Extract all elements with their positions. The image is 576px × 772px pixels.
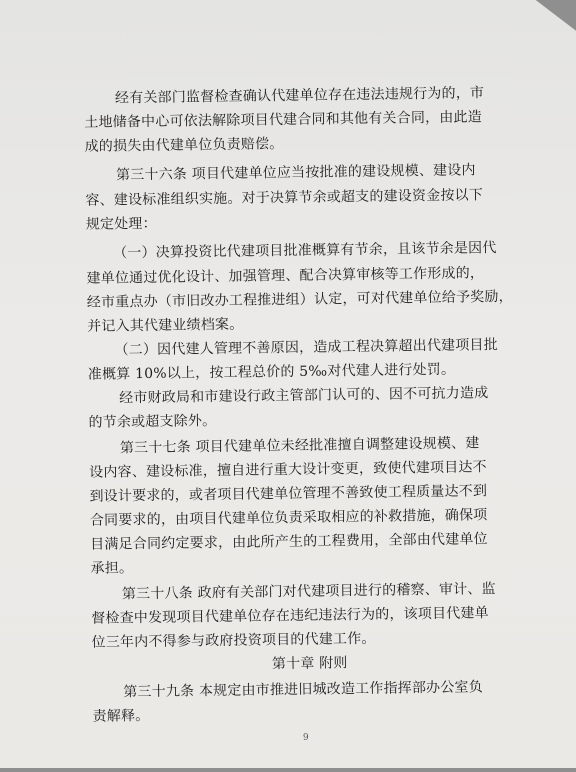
- chapter-10-title: 第十章 附则: [271, 655, 348, 673]
- text-line-8: 建单位通过优化设计、加强管理、配合决算审核等工作形成的，: [86, 265, 485, 287]
- article-36-heading-line: 第三十六条 项目代建单位应当按批准的建设规模、建设内: [115, 162, 476, 184]
- article-38-heading-line: 第三十八条 政府有关部门对代建项目进行的稽察、审计、监: [121, 581, 496, 603]
- text-line-3: 成的损失由代建单位负责赔偿。: [84, 136, 284, 155]
- text-line-9: 经市重点办（市旧改办工程推进组）认定，可对代建单位给予奖励，: [86, 288, 513, 311]
- text-line-12: 准概算 10%以上，按工程总价的 5‰对代建人进行处罚。: [87, 361, 456, 383]
- clause-2-line: （二）因代建人管理不善原因，造成工程决算超出代建项目批: [114, 337, 498, 359]
- page-number: 9: [302, 732, 309, 743]
- text-line-23: 位三年内不得参与政府投资项目的代建工作。: [91, 630, 376, 651]
- text-line-14: 的节余或超支除外。: [88, 413, 217, 431]
- text-line-19: 目满足合同约定要求，由此所产生的工程费用，全部由代建单位: [90, 531, 488, 553]
- text-line-22: 督检查中发现项目代建单位存在违纪违法行为的，该项目代建单: [91, 605, 489, 627]
- text-line-26: 责解释。: [92, 707, 150, 725]
- article-39-heading-line: 第三十九条 本规定由市推进旧城改造工作指挥部办公室负: [123, 679, 484, 701]
- text-line-2: 土地储备中心可依法解除项目代建合同和其他有关合同，由此造: [84, 109, 483, 131]
- text-line-6: 规定处理：: [85, 215, 157, 233]
- text-line-20: 承担。: [90, 560, 134, 577]
- text-line-10: 并记入其代建业绩档案。: [87, 316, 244, 335]
- text-line-5: 容、建设标准组织实施。对于决算节余或超支的建设资金按以下: [85, 187, 484, 209]
- text-line-17: 到设计要求的，或者项目代建单位管理不善致使工程质量达不到: [89, 483, 488, 505]
- text-line-18: 合同要求的，由项目代建单位负责采取相应的补救措施，确保项: [89, 507, 488, 529]
- clause-1-line: （一）决算投资比代建项目批准概算有节余，且该节余是因代: [113, 240, 497, 262]
- text-line-1: 经有关部门监督检查确认代建单位存在违法违规行为的，市: [114, 85, 485, 107]
- text-line-16: 设内容、建设标准，擅自进行重大设计变更，致使代建项目达不: [89, 459, 487, 481]
- text-line-13: 经市财政局和市建设行政主管部门认可的、因不可抗力造成: [119, 385, 489, 407]
- article-37-heading-line: 第三十七条 项目代建单位未经批准擅自调整建设规模、建: [119, 435, 480, 457]
